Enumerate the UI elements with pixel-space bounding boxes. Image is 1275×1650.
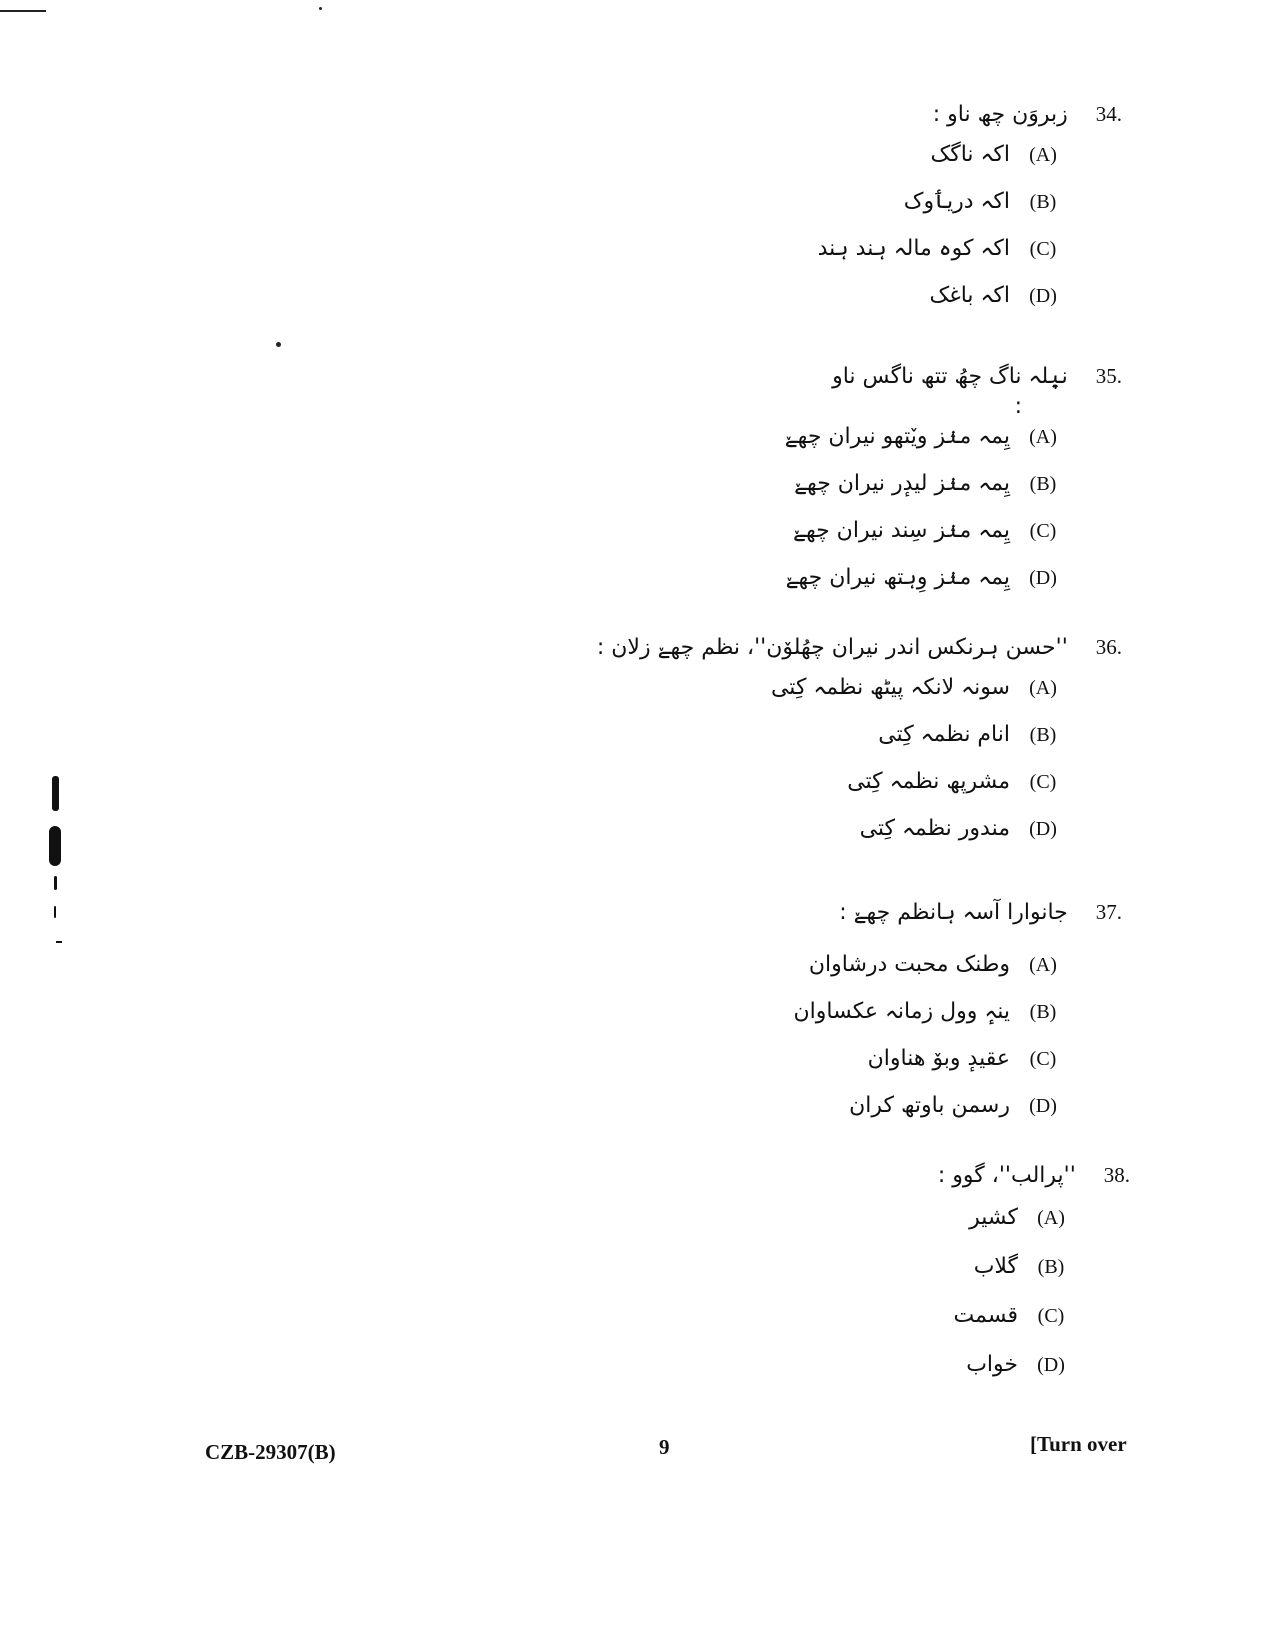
option-letter: (A) <box>1029 954 1057 976</box>
option-letter: (D) <box>1029 567 1057 589</box>
question-continuation: : <box>1014 394 1022 419</box>
option-letter: (C) <box>1029 520 1057 542</box>
option-letter: (B) <box>1029 724 1057 746</box>
option-c <box>794 1046 1061 1093</box>
option-text: اکہ ناگک <box>930 142 1010 167</box>
option-letter: (A) <box>1029 426 1057 448</box>
question-38 <box>938 1161 1130 1401</box>
turn-over-label: [Turn over <box>1030 1432 1127 1456</box>
margin-mark-2 <box>49 826 61 866</box>
option-text: انام نظمہ کِتی <box>878 722 1010 747</box>
option-a <box>938 1205 1068 1254</box>
question-row <box>597 633 1122 663</box>
options-list <box>597 675 1060 863</box>
option-letter: (B) <box>1029 1001 1057 1023</box>
question-text: ''حسن ہرنکس اندر نیران چھُلوٚن''، نظم چھےٚ زلان : <box>596 635 1068 660</box>
option-text: عقیدٕ وبوٚ ھناوان <box>867 1046 1010 1071</box>
option-letter: (A) <box>1029 144 1057 166</box>
option-text: اکہ کوہ مالہ ہند ہند <box>817 236 1010 261</box>
option-d <box>818 283 1060 330</box>
option-letter: (B) <box>1029 473 1057 495</box>
option-text: ینہٕ وول زمانہ عکساوان <box>793 999 1010 1024</box>
option-letter: (A) <box>1029 677 1057 699</box>
option-c <box>785 518 1060 565</box>
option-text: قسمت <box>953 1303 1018 1328</box>
question-34 <box>818 100 1122 330</box>
question-text: نیٖلہ ناگ چھُ تتھ ناگس ناو <box>832 364 1068 389</box>
question-text: ''پرالب''، گوو : <box>937 1163 1076 1188</box>
margin-mark-3 <box>54 876 57 890</box>
option-c <box>938 1303 1068 1352</box>
option-letter: (D) <box>1029 285 1057 307</box>
option-c <box>818 236 1060 283</box>
option-b <box>785 471 1060 518</box>
speck-top <box>319 7 322 10</box>
top-rule <box>0 10 46 12</box>
margin-mark-4 <box>54 906 56 918</box>
option-letter: (B) <box>1037 1256 1065 1278</box>
option-text: وطنک محبت درشاوان <box>808 952 1010 977</box>
option-d <box>938 1352 1068 1401</box>
option-text: رسمن باوتھ کران <box>849 1093 1010 1118</box>
option-letter: (C) <box>1029 1048 1057 1070</box>
question-row <box>818 100 1122 130</box>
options-list <box>785 424 1060 612</box>
option-text: مشرپھ نظمہ کِتی <box>847 769 1010 794</box>
question-number: 38. <box>1103 1163 1130 1187</box>
question-36 <box>597 633 1122 863</box>
question-number: 34. <box>1095 102 1122 126</box>
option-letter: (C) <box>1029 771 1057 793</box>
option-letter: (C) <box>1029 238 1057 260</box>
option-letter: (B) <box>1029 191 1057 213</box>
option-text: خواب <box>966 1352 1018 1377</box>
option-c <box>597 769 1060 816</box>
option-a <box>818 142 1060 189</box>
option-letter: (D) <box>1037 1354 1065 1376</box>
option-d <box>597 816 1060 863</box>
question-number: 35. <box>1095 364 1122 388</box>
question-37 <box>794 898 1123 1140</box>
footer-code: CZB-29307(B) <box>205 1440 336 1464</box>
option-b <box>818 189 1060 236</box>
speck-dot <box>276 342 281 347</box>
option-d <box>785 565 1060 612</box>
option-a <box>794 952 1061 999</box>
option-b <box>938 1254 1068 1303</box>
option-text: سونہ لانکہ پیٹھ نظمہ کِتی <box>770 675 1010 700</box>
question-number: 37. <box>1095 900 1122 924</box>
question-row <box>794 898 1123 928</box>
option-a <box>785 424 1060 471</box>
question-number: 36. <box>1095 635 1122 659</box>
option-text: یِمہ منٛز ویٚتھو نیران چھےٚ <box>784 424 1010 449</box>
option-letter: (A) <box>1037 1207 1065 1229</box>
option-text: یِمہ منٛز سِند نیران چھےٚ <box>793 518 1010 543</box>
margin-mark-1 <box>52 776 59 811</box>
option-text: کشیر <box>969 1205 1018 1230</box>
options-list <box>818 142 1060 330</box>
option-text: مندور نظمہ کِتی <box>859 816 1010 841</box>
option-letter: (D) <box>1029 818 1057 840</box>
question-text: زبروَن چھ ناو : <box>932 102 1068 127</box>
question-35 <box>785 362 1122 612</box>
option-text: یِمہ منٛز وِہتھ نیران چھےٚ <box>785 565 1010 590</box>
option-text: گلاب <box>973 1254 1018 1279</box>
option-letter: (D) <box>1029 1095 1057 1117</box>
question-text: جانوارا آسہ ہانظم چھےٚ : <box>839 900 1068 925</box>
option-d <box>794 1093 1061 1140</box>
option-a <box>597 675 1060 722</box>
option-letter: (C) <box>1037 1305 1065 1327</box>
page-number: 9 <box>659 1435 670 1459</box>
option-text: اکہ دریٲوک <box>903 189 1010 214</box>
option-text: یِمہ منٛز لیدٕر نیران چھےٚ <box>794 471 1010 496</box>
options-list <box>794 952 1061 1140</box>
margin-mark-5 <box>56 941 62 943</box>
option-text: اکہ باغک <box>929 283 1010 308</box>
option-b <box>794 999 1061 1046</box>
options-list <box>938 1205 1068 1401</box>
question-row <box>938 1161 1130 1191</box>
option-b <box>597 722 1060 769</box>
question-row <box>785 362 1122 392</box>
